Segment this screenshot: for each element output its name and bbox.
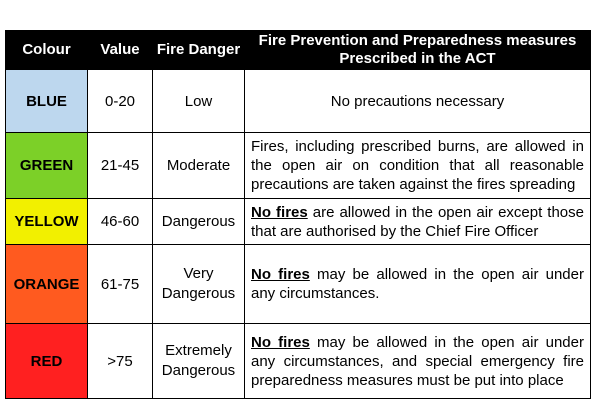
fire-danger-cell: Dangerous [153,199,245,245]
value-cell: 46-60 [88,199,153,245]
no-fires-emphasis: No fires [251,203,308,221]
header-row [6,31,591,70]
fire-danger-cell: Low [153,70,245,133]
value-cell: 61-75 [88,245,153,324]
fire-danger-cell [153,324,245,399]
colour-cell: GREEN [6,133,88,199]
measure-text: No precautions necessary [330,92,505,110]
table-row-orange [6,245,591,324]
fire-danger-line: Dangerous [161,285,236,302]
fire-danger-line: Dangerous [161,362,236,379]
measure-cell [245,245,591,324]
measure-cell [245,324,591,399]
measure-text: may be allowed in the open air under any circumstances, and special emergency fire preparedness measures must be put into place [251,333,584,389]
colour-cell: ORANGE [6,245,88,324]
fire-danger-cell [153,245,245,324]
measure-cell [245,199,591,245]
no-fires-emphasis: No fires [251,266,310,283]
table-row-green [6,133,591,199]
table-row-yellow [6,199,591,245]
header-fire-danger: Fire Danger [153,31,245,70]
value-cell: >75 [88,324,153,399]
value-cell: 0-20 [88,70,153,133]
value-cell: 21-45 [88,133,153,199]
fire-danger-table-container [0,30,600,399]
colour-cell: BLUE [6,70,88,133]
no-fires-emphasis: No fires [251,333,310,351]
header-value: Value [88,31,153,70]
fire-danger-line: Extremely [165,342,232,359]
measure-cell [245,133,591,199]
measure-text: Fires, including prescribed burns, are allowed in the open air on condition that all reasonable precautions are taken against the fires spreading [251,138,584,193]
fire-danger-cell: Moderate [153,133,245,199]
table-row-red [6,324,591,399]
colour-cell: YELLOW [6,199,88,245]
header-measures: Fire Prevention and Preparedness measures Prescribed in the ACT [245,31,591,70]
measure-cell [245,70,591,133]
fire-danger-table [5,30,591,399]
fire-danger-line: Very [183,265,214,282]
measure-text: are allowed in the open air except those that are authorised by the Chief Fire Officer [251,203,584,240]
header-colour: Colour [6,31,88,70]
colour-cell: RED [6,324,88,399]
measure-text: may be allowed in the open air under any circumstances. [251,266,584,302]
table-row-blue [6,70,591,133]
